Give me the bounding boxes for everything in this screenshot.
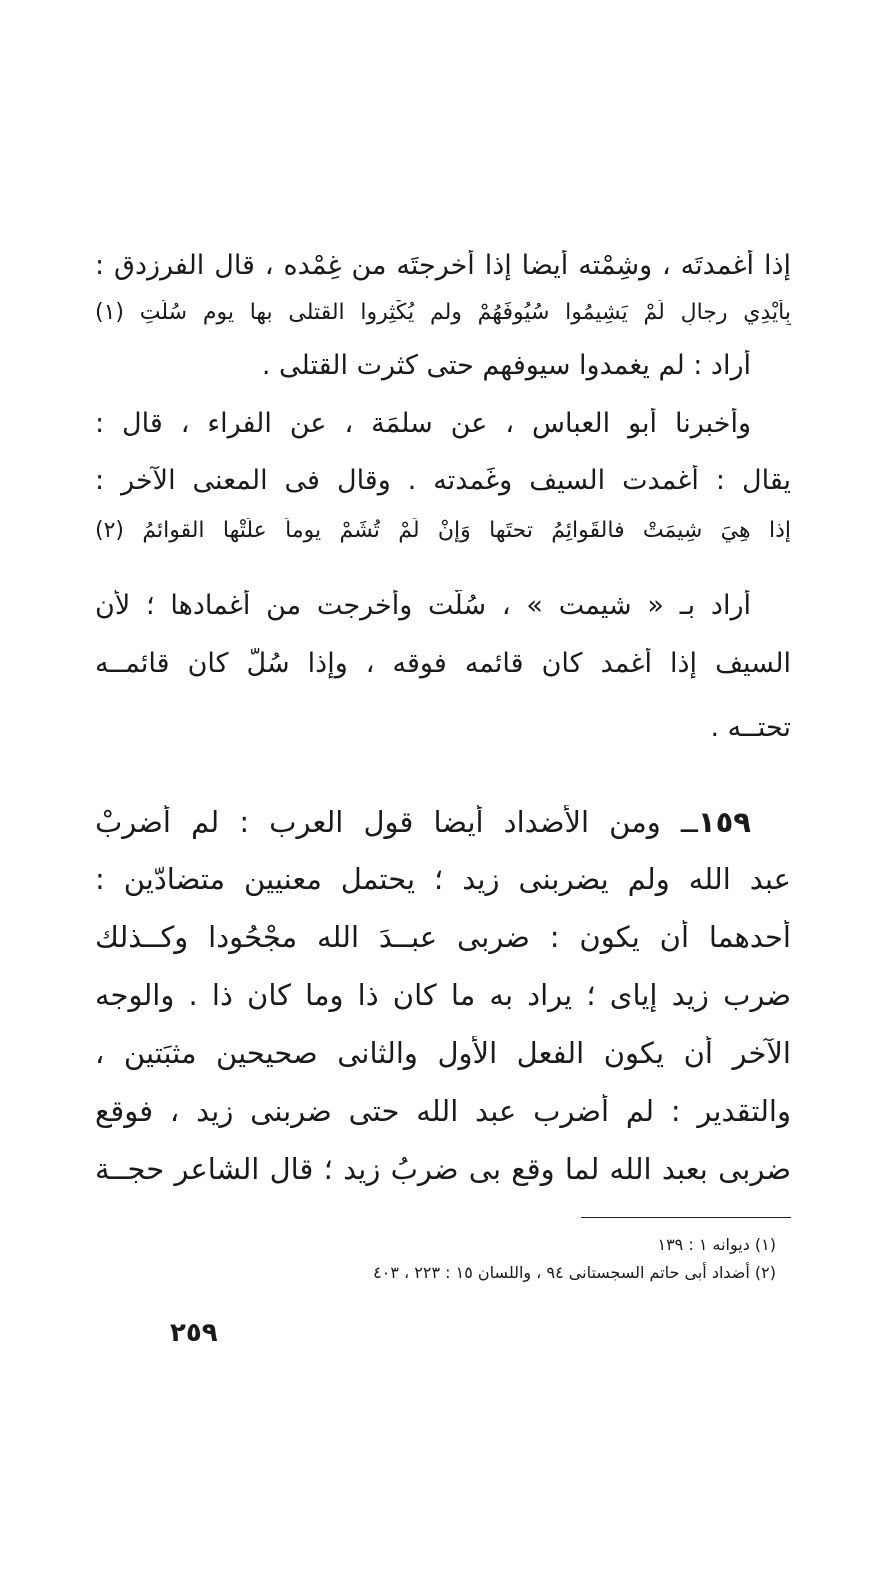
- text-line: أراد بـ « شيمت » ، سُلّت وأُخرجت من أغمادها ؛ لأن: [95, 590, 751, 621]
- footnote: (١) ديوانه ١ : ١٣٩: [657, 1235, 776, 1254]
- text-line: أراد : لم يغمدوا سيوفهم حتى كثرت القتلى .: [261, 350, 751, 381]
- text-line: والتقدير : لم أضرب عبد الله حتى ضربنى زيد ، فوقع: [95, 1094, 791, 1128]
- text-span: ؛ يحتمل معنيين متضادّين :: [95, 862, 463, 896]
- underlined-phrase: لم أضربْ: [95, 805, 220, 839]
- verse-line: بِأَيْدِي رجالٍ لَمْ يَشِيمُوا سُيُوفَهُمْ ولم يُكْثِروا القتلى بها يوم سُلَّتِ (١): [95, 300, 791, 325]
- text-line: يقال : أغمدت السيف وغَمدته . وقال فى المعنى الآخر :: [95, 465, 791, 496]
- footnote-separator: [581, 1217, 791, 1218]
- text-line: أحدهما أن يكون : ضربى عبــدَ الله مجْحُودا وكــذلك: [95, 920, 791, 954]
- text-line: تحتــه .: [710, 712, 791, 743]
- text-line: إذا أغمدتَه ، وشِمْته أيضا إذا أخرجتَه من غِمْده ، قال الفرزدق :: [95, 250, 791, 281]
- text-line: ضربى بعبد الله لما وقع بى ضربُ زيد ؛ قال الشاعر حجــة: [95, 1152, 791, 1186]
- underlined-phrase: عبد الله ولم يضربنى زيد: [462, 862, 791, 896]
- text-line: ضرب زيد إياى ؛ يراد به ما كان ذا وما كان ذا . والوجه: [95, 978, 791, 1012]
- text-line: [95, 862, 791, 896]
- text-line: السيف إذا أُغمد كان قائمه فوقه ، وإذا سُلَّ كان قائمــه: [95, 648, 791, 679]
- verse-line: إذا هِيَ شِيمَتْ فالقَوائِمُ تحتَها وَإنْ لَمْ تُشَمْ يوماً علَتْها القوائمُ (٢): [95, 518, 791, 543]
- section-heading-line: [95, 805, 791, 839]
- section-number: ١٥٩: [697, 805, 751, 839]
- footnote: (٢) أضداد أبى حاتم السجستانى ٩٤ ، واللسان ١٥ : ٢٢٣ ، ٤٠٣: [373, 1263, 776, 1282]
- text-span: ــ ومن الأضداد أيضا قول العرب :: [219, 805, 698, 839]
- text-line: وأخبرنا أبو العباس ، عن سلمَة ، عن الفراء ، قال :: [95, 408, 751, 439]
- page-number: ٢٥٩: [170, 1318, 218, 1348]
- text-line: الآخر أن يكون الفعل الأول والثانى صحيحين مثبَتين ،: [95, 1036, 791, 1070]
